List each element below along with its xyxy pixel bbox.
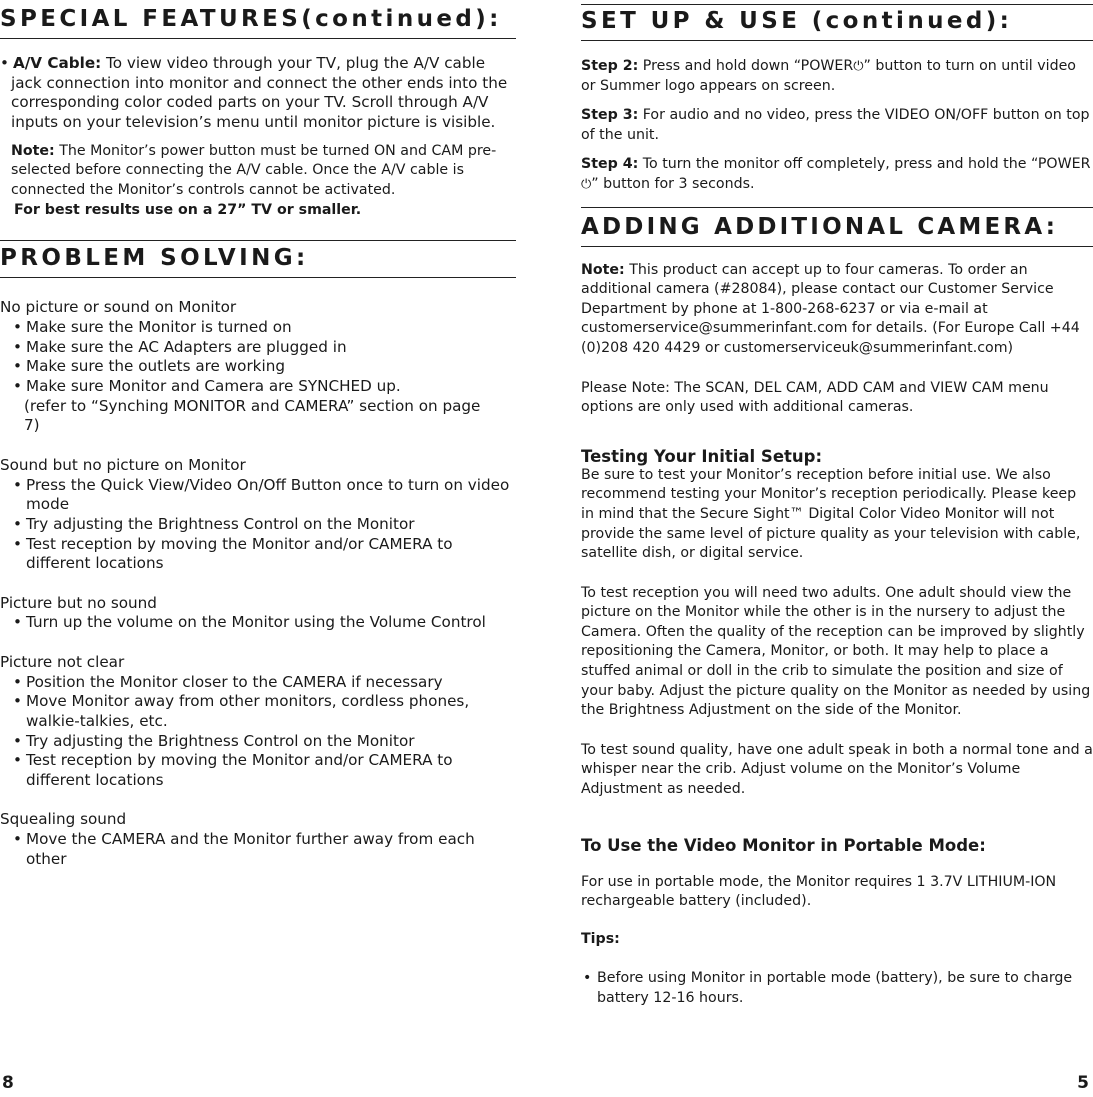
step-3-text: For audio and no video, press the VIDEO ON/OFF button on top of the unit. (581, 107, 1090, 143)
power-icon: ⏻ (581, 176, 592, 192)
problem-item (0, 377, 516, 397)
problem-title: No picture or sound on Monitor (0, 298, 237, 317)
problem-item (0, 673, 516, 693)
av-note (0, 142, 516, 201)
step-4-label: Step 4: (581, 156, 639, 173)
problem-item-text: Make sure the outlets are working (26, 357, 285, 376)
step-4-text-a: To turn the monitor off completely, press and hold the “POWER (642, 156, 1091, 173)
problem-item-text: Make sure Monitor and Camera are SYNCHED up. (26, 377, 401, 395)
problem-title: Picture but no sound (0, 593, 157, 612)
bullet-icon: • (13, 830, 22, 849)
problem-item (0, 830, 516, 869)
problem-item (0, 318, 516, 338)
problem-item (0, 692, 516, 731)
problem-group (0, 298, 516, 436)
problem-group (0, 653, 516, 791)
step-4 (581, 155, 1093, 194)
step-2-text-b: ” button to turn on until video or Summer logo appears on screen. (581, 58, 1076, 94)
special-features-heading: SPECIAL FEATURES(continued): (0, 4, 516, 39)
step-3-label: Step 3: (581, 107, 639, 124)
problem-item (0, 613, 516, 633)
step-2-label: Step 2: (581, 58, 639, 74)
tips-heading: Tips: (581, 930, 620, 947)
problem-title: Sound but no picture on Monitor (0, 455, 246, 474)
problem-item-text: Make sure the Monitor is turned on (26, 317, 292, 336)
problem-list (0, 298, 516, 869)
problem-item (0, 357, 516, 377)
problem-item-text: Test reception by moving the Monitor and/or CAMERA to different locations (26, 751, 453, 790)
problem-item-text: Try adjusting the Brightness Control on the Monitor (26, 731, 415, 750)
av-cable-paragraph (0, 54, 516, 133)
problem-item-text: Position the Monitor closer to the CAMERA if necessary (26, 672, 443, 691)
power-icon: ⏻ (853, 59, 864, 74)
bullet-icon: • (13, 672, 22, 691)
bullet-icon: • (13, 475, 22, 494)
problem-item (0, 338, 516, 358)
bullet-icon: • (13, 357, 22, 376)
bullet-icon: • (13, 534, 22, 553)
adding-note (581, 261, 1093, 359)
bullet-icon: • (13, 514, 22, 533)
tip-text: Before using Monitor in portable mode (battery), be sure to charge battery 12-16 hours. (597, 970, 1073, 1006)
problem-title: Squealing sound (0, 810, 127, 829)
testing-heading: Testing Your Initial Setup: (581, 446, 823, 466)
problem-item-text: Make sure the AC Adapters are plugged in (26, 337, 347, 356)
bullet-icon: • (13, 613, 22, 632)
problem-group (0, 456, 516, 574)
note-text: The Monitor’s power button must be turned ON and CAM pre-selected before connecting the A/V cable. Once the A/V cable is connected the Monitor’s controls cannot be activated. (11, 142, 497, 198)
bullet-icon: • (13, 337, 22, 356)
right-column (581, 0, 1093, 1009)
page-number-right: 5 (1077, 1073, 1089, 1093)
problem-item-text: Move Monitor away from other monitors, cordless phones, walkie-talkies, etc. (26, 692, 470, 730)
testing-paragraph-2: To test reception you will need two adults. One adult should view the picture on the Monitor while the other is in the nursery to adjust the Camera. Often the quality of the reception can be improved by slightly repositioning the Camera, Monitor, or both. It may help to place a stuffed animal or doll in the crib to simulate the position and size of your baby. Adjust the picture quality on the Monitor as needed by using the Brightness Adjustment on the side of the Monitor. (581, 584, 1091, 719)
bullet-icon: • (583, 970, 592, 987)
setup-use-heading: SET UP & USE (continued): (581, 6, 1093, 41)
step-2 (581, 57, 1093, 96)
problem-group (0, 594, 516, 633)
av-cable-label: A/V Cable: (13, 54, 102, 72)
portable-heading: To Use the Video Monitor in Portable Mode: (581, 835, 986, 855)
testing-paragraph-1: Be sure to test your Monitor’s reception before initial use. We also recommend testing your Monitor’s reception periodically. Please keep in mind that the Secure Sight™ Digital Color Video Monitor will not provide the same level of picture quality as your television with cable, satellite dish, or digital service. (581, 466, 1081, 562)
problem-title: Picture not clear (0, 652, 125, 671)
bullet-icon: • (13, 692, 22, 711)
bullet-icon: • (13, 317, 22, 336)
problem-solving-heading: PROBLEM SOLVING: (0, 243, 516, 278)
page-number-left: 8 (2, 1073, 14, 1093)
step-4-text-b: ” button for 3 seconds. (591, 175, 755, 192)
problem-item-text: Try adjusting the Brightness Control on the Monitor (26, 514, 415, 533)
adding-camera-heading: ADDING ADDITIONAL CAMERA: (581, 212, 1093, 247)
best-results-note: For best results use on a 27” TV or smaller. (14, 201, 362, 218)
note-label: Note: (11, 142, 55, 159)
step-2-text-a: Press and hold down “POWER (642, 58, 854, 74)
left-column (0, 0, 516, 870)
problem-item (0, 476, 516, 515)
problem-item-text: Press the Quick View/Video On/Off Button once to turn on video mode (26, 475, 510, 514)
testing-paragraph-3: To test sound quality, have one adult speak in both a normal tone and a whisper near the crib. Adjust volume on the Monitor’s Volume Adjustment as needed. (581, 741, 1093, 798)
problem-item (0, 732, 516, 752)
adding-note-text: This product can accept up to four cameras. To order an additional camera (#28084), please contact our Customer Service Department by phone at 1-800-268-6237 or via e-mail at customerservice@summerinfant.com for details. (For Europe Call +44 (0)208 420 4429 or customerserviceuk@summerinfant.com) (581, 261, 1080, 356)
adding-note-label: Note: (581, 261, 625, 278)
problem-item (0, 515, 516, 535)
tip-item (581, 969, 1093, 1008)
problem-group (0, 810, 516, 869)
bullet-icon: • (13, 751, 22, 770)
av-cable-text: To view video through your TV, plug the A/V cable jack connection into monitor and connect the other ends into the corresponding color coded parts on your TV. Scroll through A/V inputs on your television’s menu until monitor picture is visible. (11, 54, 508, 132)
step-3 (581, 106, 1093, 145)
problem-item-text: Test reception by moving the Monitor and/or CAMERA to different locations (26, 534, 453, 573)
problem-item-text: Move the CAMERA and the Monitor further away from each other (26, 830, 475, 868)
portable-text: For use in portable mode, the Monitor requires 1 3.7V LITHIUM-ION rechargeable battery (included). (581, 873, 1057, 910)
bullet-icon: • (0, 54, 9, 72)
bullet-icon: • (13, 377, 22, 395)
problem-item-text: Turn up the volume on the Monitor using the Volume Control (26, 613, 486, 632)
problem-item (0, 535, 516, 574)
bullet-icon: • (13, 731, 22, 750)
problem-extra-note: (refer to “Synching MONITOR and CAMERA” section on page 7) (24, 396, 481, 435)
please-note: Please Note: The SCAN, DEL CAM, ADD CAM and VIEW CAM menu options are only used with additional cameras. (581, 379, 1049, 416)
problem-item (0, 751, 516, 790)
